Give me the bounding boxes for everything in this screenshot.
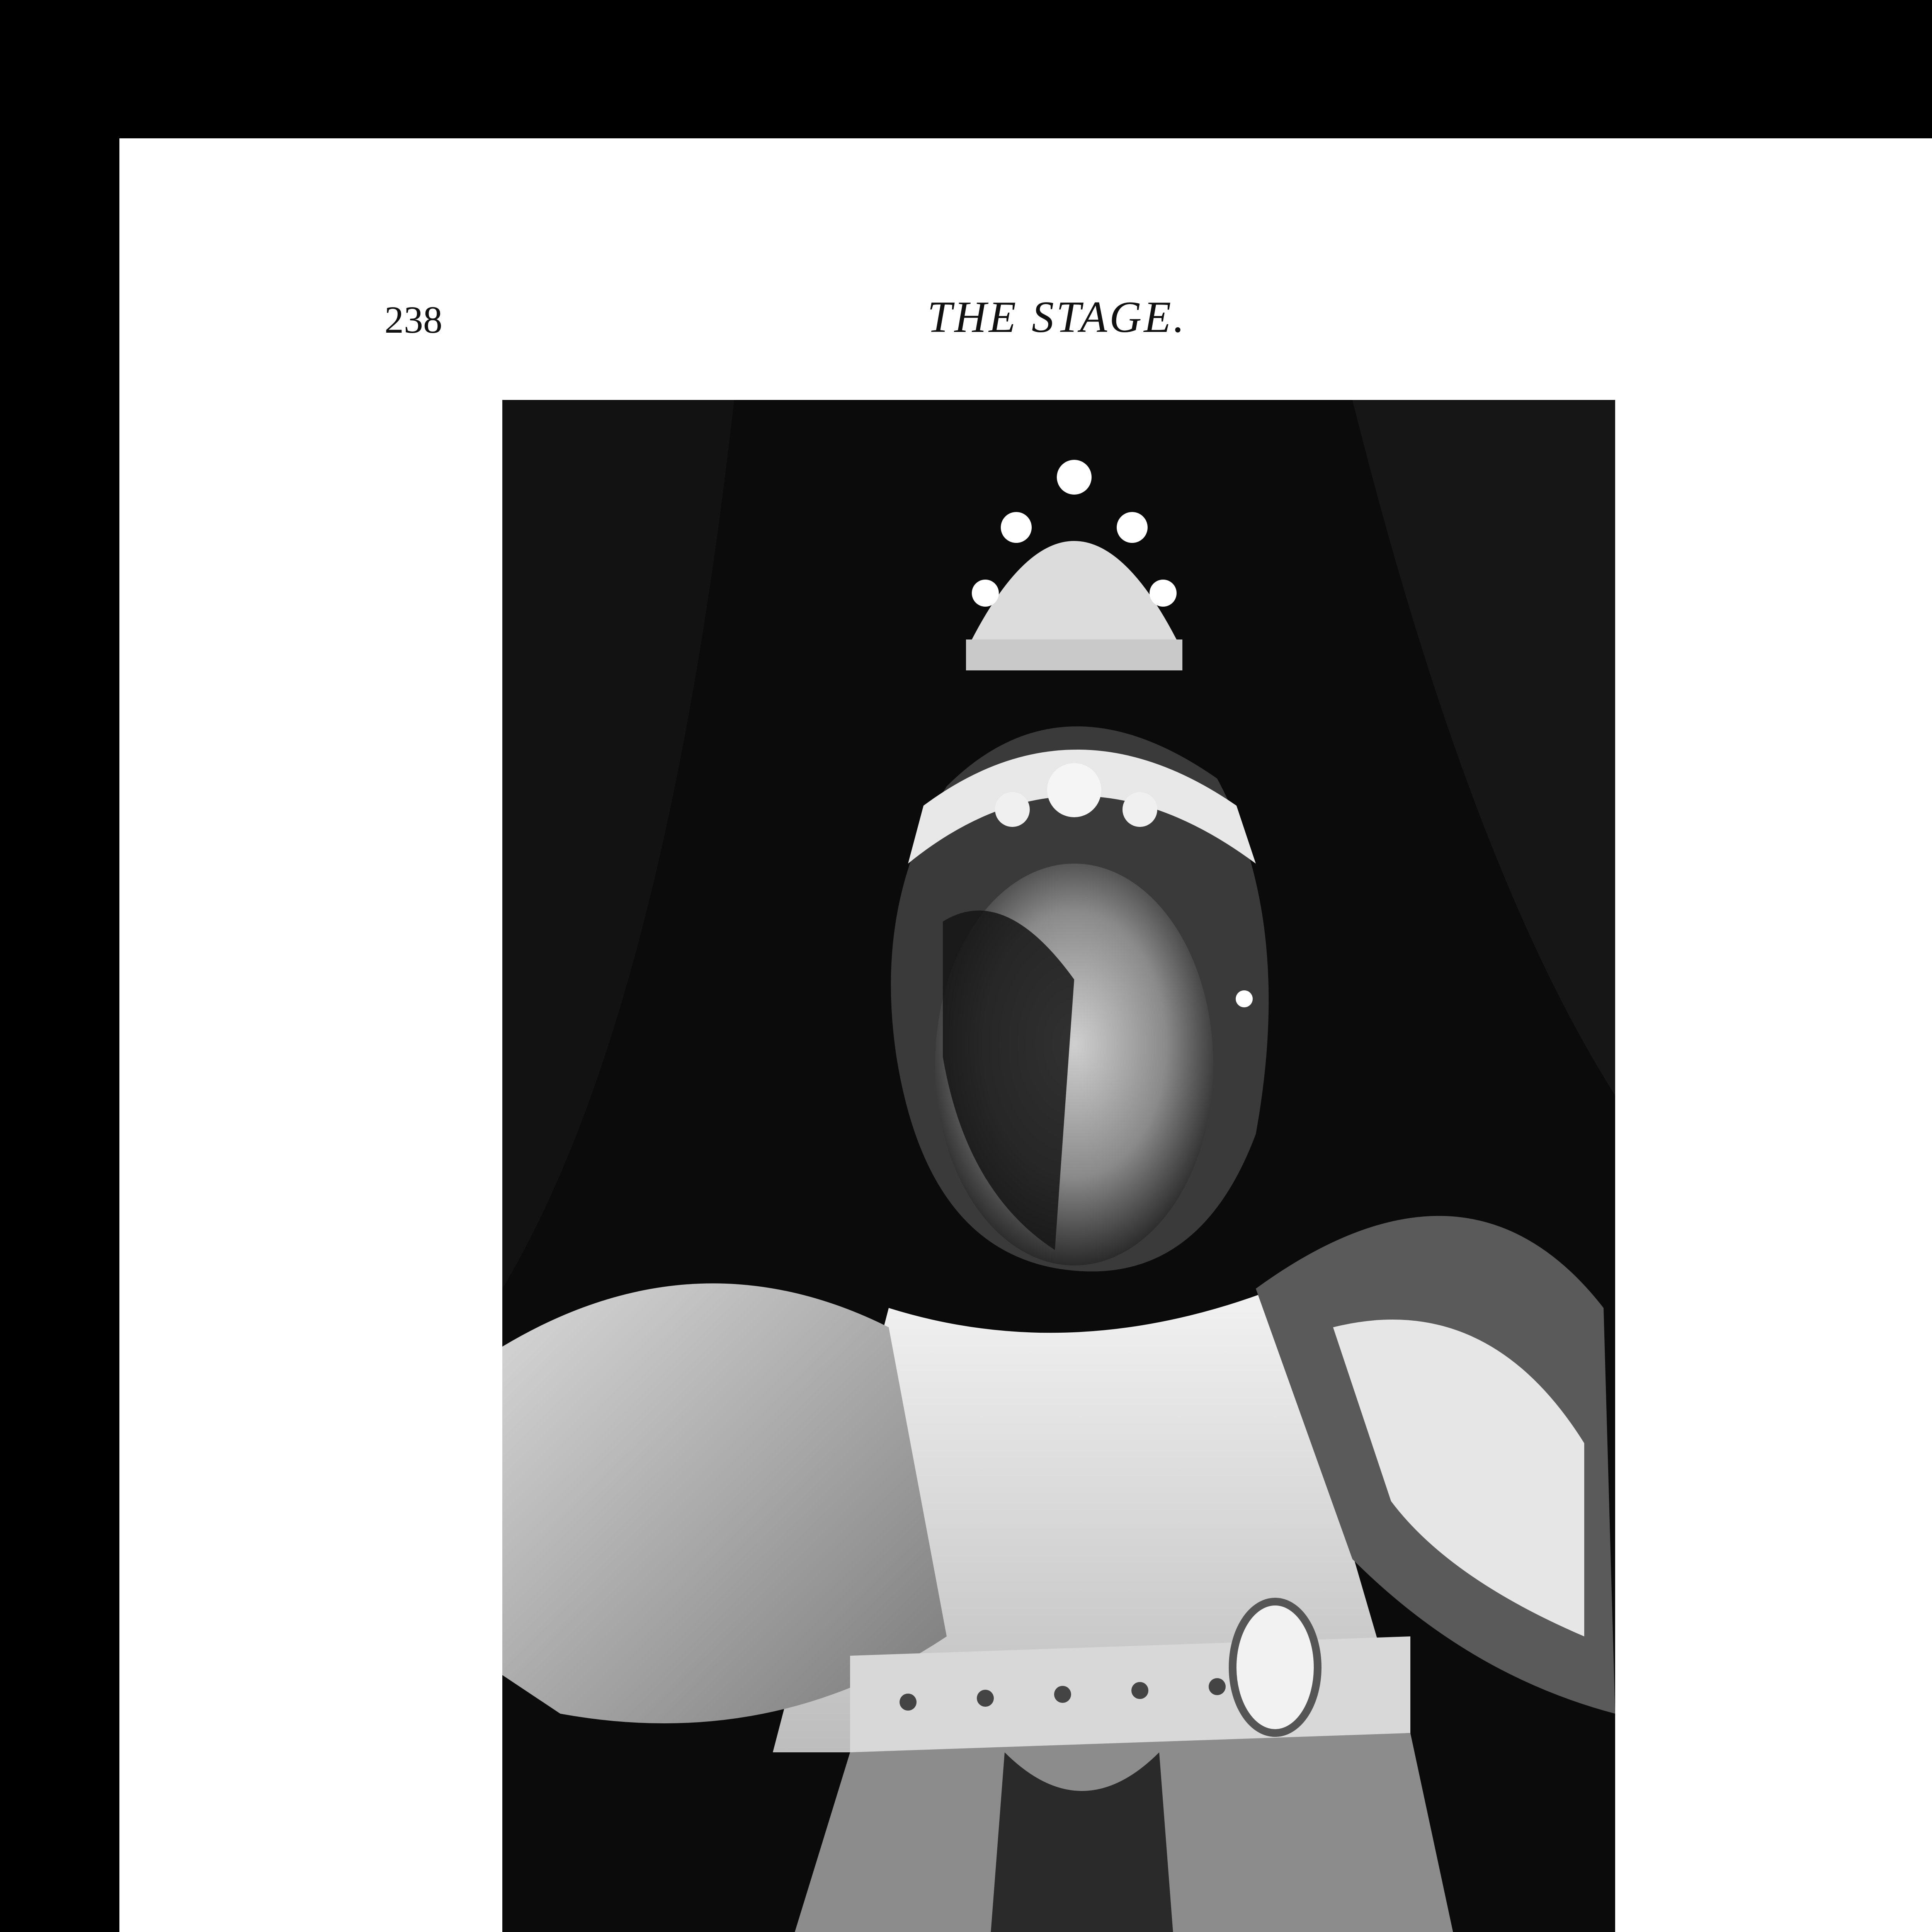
page-number: 238 bbox=[384, 298, 442, 341]
running-title: THE STAGE. bbox=[927, 293, 1187, 342]
portrait-image bbox=[502, 400, 1615, 1932]
portrait-photograph bbox=[502, 400, 1615, 1932]
